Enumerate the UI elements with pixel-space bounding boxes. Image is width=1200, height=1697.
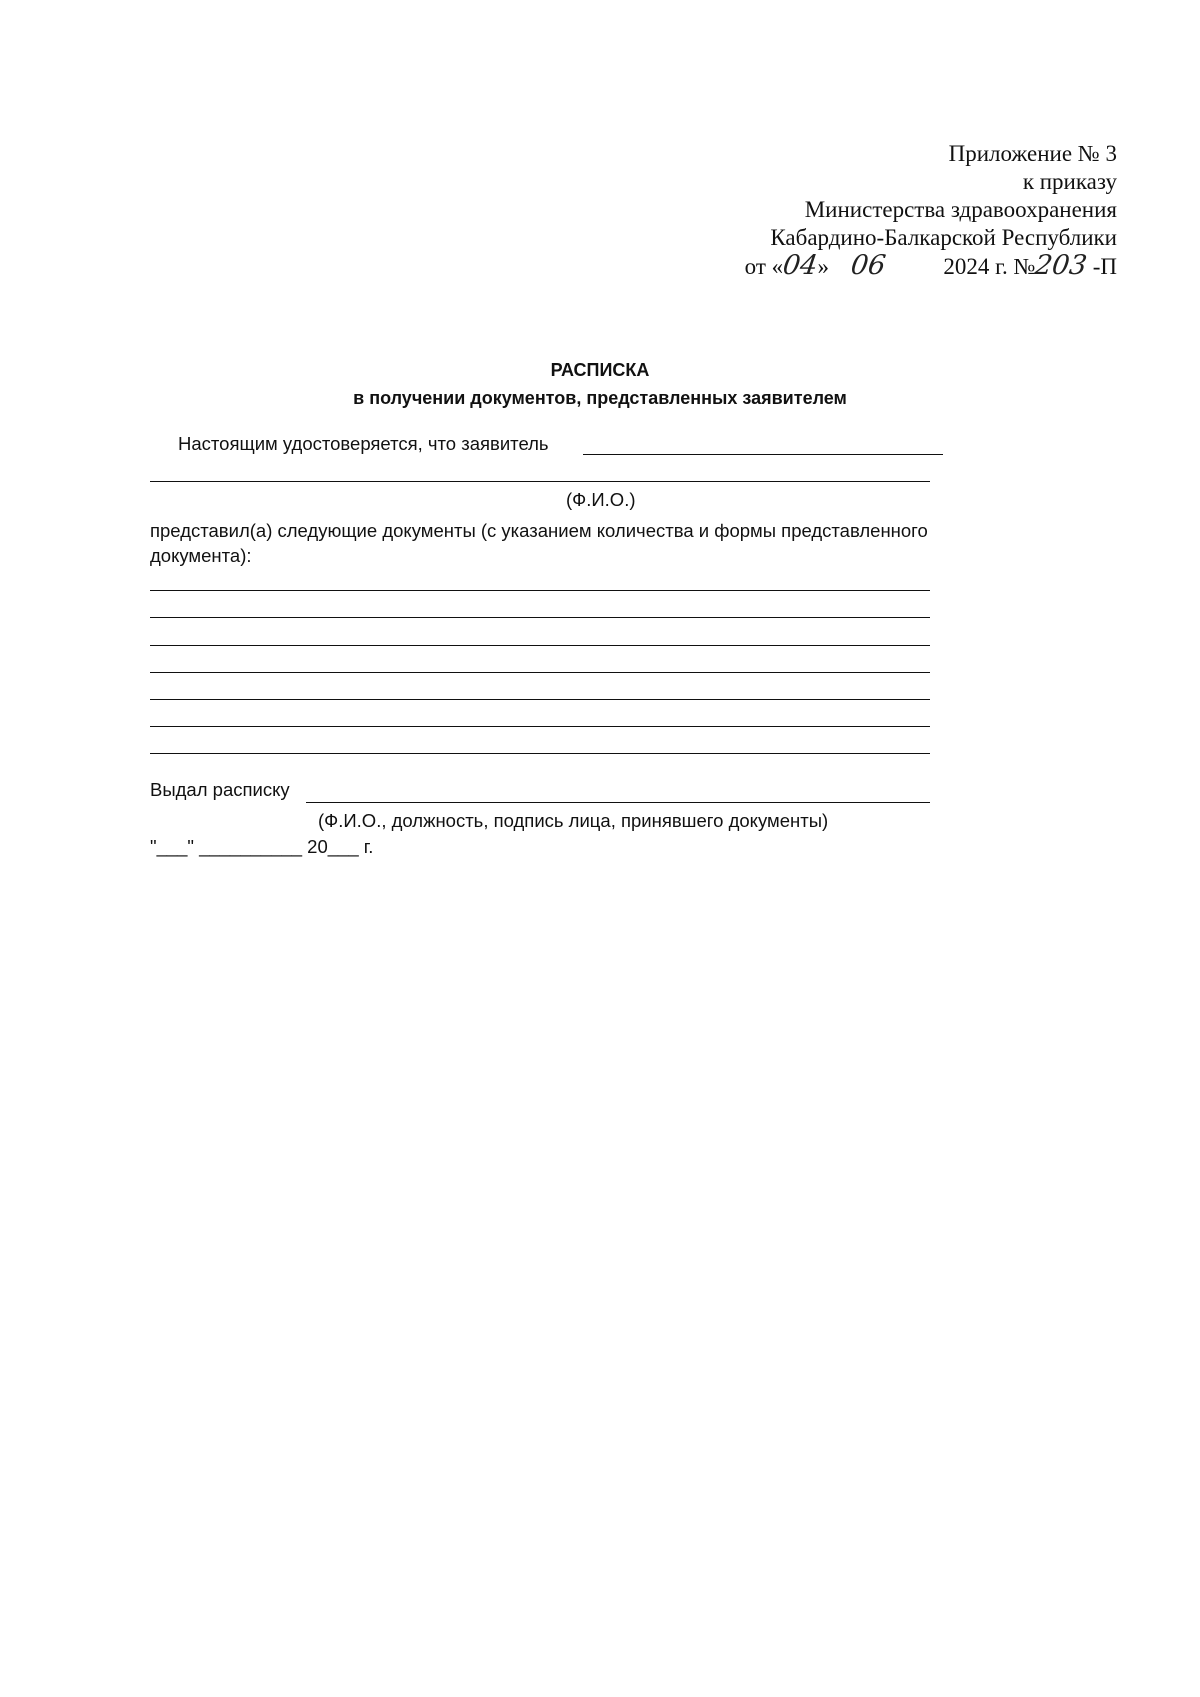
handwritten-order-number: 203 xyxy=(1033,250,1090,281)
date-close-quote: » xyxy=(817,254,830,279)
documents-list-line xyxy=(150,753,930,754)
issuer-caption: (Ф.И.О., должность, подпись лица, принявшего документы) xyxy=(318,810,829,831)
documents-text-line-1: представил(а) следующие документы (с указанием количества и формы представленного xyxy=(150,520,928,541)
appendix-ministry: Министерства здравоохранения xyxy=(804,197,1117,222)
applicant-name-line xyxy=(583,454,943,455)
documents-list-line xyxy=(150,672,930,673)
documents-list-line xyxy=(150,617,930,618)
issued-label: Выдал расписку xyxy=(150,779,290,800)
appendix-number: Приложение № 3 xyxy=(948,141,1117,166)
appendix-header xyxy=(745,140,1117,281)
document-subtitle: в получении документов, представленных заявителем xyxy=(353,388,847,408)
applicant-name-line-2 xyxy=(150,481,930,482)
documents-text-line-2: документа): xyxy=(150,545,252,566)
handwritten-month: 06 xyxy=(848,250,888,281)
appendix-order-ref: к приказу xyxy=(1022,169,1117,194)
appendix-republic: Кабардино-Балкарской Республики xyxy=(770,225,1117,250)
documents-list-line xyxy=(150,699,930,700)
receipt-date-line: "___" __________ 20___ г. xyxy=(150,836,374,857)
date-prefix: от « xyxy=(744,254,784,279)
fio-caption: (Ф.И.О.) xyxy=(566,489,636,510)
documents-list-line xyxy=(150,645,930,646)
appendix-date-line xyxy=(745,252,1117,281)
document-title: РАСПИСКА xyxy=(550,360,650,380)
handwritten-day: 04 xyxy=(781,250,820,281)
issuer-signature-line xyxy=(306,802,930,803)
order-suffix: -П xyxy=(1086,254,1117,279)
documents-list-line xyxy=(150,726,930,727)
certify-text: Настоящим удостоверяется, что заявитель xyxy=(178,433,549,454)
date-year: 2024 г. № xyxy=(943,254,1036,279)
documents-list-line xyxy=(150,590,930,591)
